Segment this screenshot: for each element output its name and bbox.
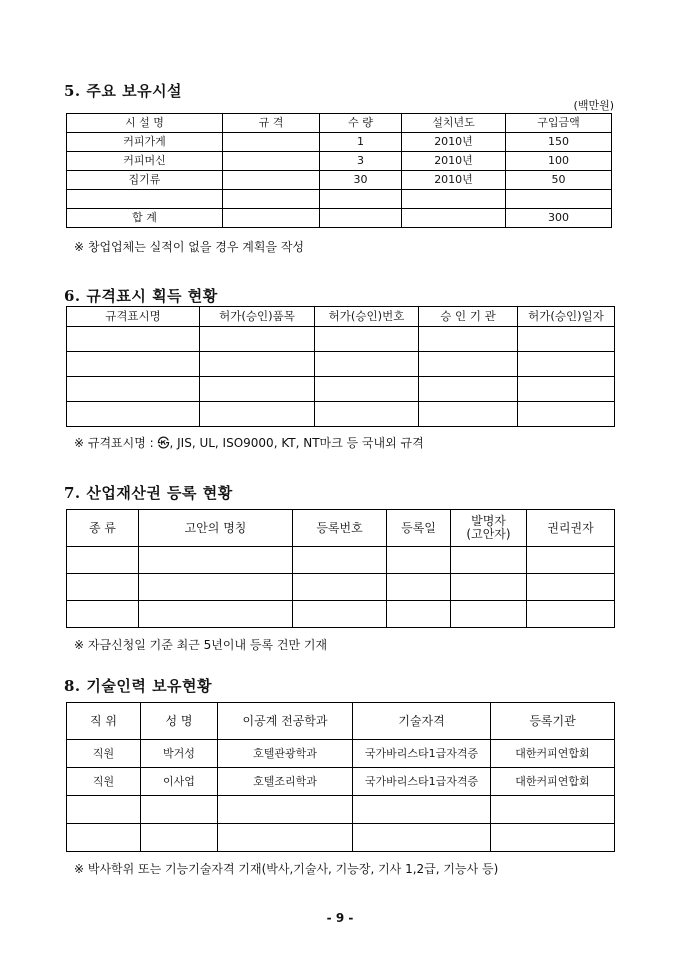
cell: [223, 209, 320, 228]
cell: [387, 574, 451, 601]
cell: [293, 601, 387, 628]
table-row: [67, 824, 615, 852]
section5-title: 5. 주요 보유시설: [64, 82, 183, 100]
cell: 50: [506, 171, 612, 190]
cell: 대한커피연합회: [491, 768, 615, 796]
header-install-year: 설치년도: [402, 114, 506, 133]
cell: 커피머신: [67, 152, 223, 171]
cell: [67, 574, 139, 601]
table-row: [67, 574, 615, 601]
section5-note: ※ 창업업체는 실적이 없을 경우 계획을 작성: [74, 240, 305, 254]
cell: [518, 327, 615, 352]
header-approved-item: 허가(승인)품목: [200, 307, 315, 327]
cell: [315, 352, 419, 377]
cell: [139, 574, 293, 601]
cell: [451, 547, 527, 574]
cell: [141, 796, 218, 824]
table-row: [67, 190, 612, 209]
header-name: 성 명: [141, 703, 218, 740]
header-facility-name: 시 설 명: [67, 114, 223, 133]
cell: 직원: [67, 768, 141, 796]
cell: [527, 574, 615, 601]
header-quantity: 수 량: [320, 114, 402, 133]
cell: [451, 601, 527, 628]
cell: [218, 824, 353, 852]
unit-label: (백만원): [573, 99, 614, 112]
cell: 집기류: [67, 171, 223, 190]
cell: [293, 574, 387, 601]
facilities-table: [66, 113, 612, 228]
section7-title: 7. 산업재산권 등록 현황: [64, 484, 233, 502]
cell: 직원: [67, 740, 141, 768]
cell: [320, 209, 402, 228]
cell: [387, 547, 451, 574]
table-row: [67, 768, 615, 796]
cell: 국가바리스타1급자격증: [353, 740, 491, 768]
table-header-row: [67, 307, 615, 327]
cell: [315, 327, 419, 352]
cell: [506, 190, 612, 209]
cell: [200, 327, 315, 352]
cell: 30: [320, 171, 402, 190]
cell: 150: [506, 133, 612, 152]
table-row: [67, 402, 615, 427]
cell: [527, 547, 615, 574]
cell: [491, 796, 615, 824]
cell: 100: [506, 152, 612, 171]
cell: [139, 547, 293, 574]
cell: 3: [320, 152, 402, 171]
header-rights-holder: 권리권자: [527, 510, 615, 547]
cell: [200, 377, 315, 402]
cell: [67, 796, 141, 824]
cell: 이사업: [141, 768, 218, 796]
header-registration-date: 등록일: [387, 510, 451, 547]
ip-registration-table: [66, 509, 615, 628]
table-row: [67, 740, 615, 768]
cell: [67, 352, 200, 377]
cell: [200, 352, 315, 377]
technical-staff-table: [66, 702, 615, 852]
total-label: 합 계: [67, 209, 223, 228]
cell: 호텔조리학과: [218, 768, 353, 796]
header-cert-name: 규격표시명: [67, 307, 200, 327]
cell: [223, 152, 320, 171]
cell: 박거성: [141, 740, 218, 768]
cell: [67, 547, 139, 574]
header-position: 직 위: [67, 703, 141, 740]
table-row: [67, 796, 615, 824]
cell: [451, 574, 527, 601]
table-row: [67, 547, 615, 574]
table-row: [67, 377, 615, 402]
header-major: 이공계 전공학과: [218, 703, 353, 740]
cell: [67, 377, 200, 402]
cell: [218, 796, 353, 824]
header-approval-number: 허가(승인)번호: [315, 307, 419, 327]
cell: [200, 402, 315, 427]
header-qualification: 기술자격: [353, 703, 491, 740]
header-inventor: 발명자 (고안자): [451, 510, 527, 547]
cell: [67, 402, 200, 427]
table-row: [67, 152, 612, 171]
cell: [223, 190, 320, 209]
cell: 커피가게: [67, 133, 223, 152]
cell: [491, 824, 615, 852]
cell: [402, 190, 506, 209]
table-header-row: [67, 114, 612, 133]
table-row: [67, 327, 615, 352]
cell: [223, 171, 320, 190]
table-header-row: [67, 703, 615, 740]
header-spec: 규 격: [223, 114, 320, 133]
cell: [353, 796, 491, 824]
cell: [315, 402, 419, 427]
cell: [67, 824, 141, 852]
total-row: [67, 209, 612, 228]
cell: [419, 327, 518, 352]
cell: [320, 190, 402, 209]
cell: 국가바리스타1급자격증: [353, 768, 491, 796]
section6-note: ※ 규격표시명 : ㉿, JIS, UL, ISO9000, KT, NT마크 등 국내외 규격: [74, 436, 424, 450]
cell: [518, 402, 615, 427]
section8-title: 8. 기술인력 보유현황: [64, 677, 213, 695]
table-row: [67, 352, 615, 377]
cell: [353, 824, 491, 852]
header-approval-agency: 승 인 기 관: [419, 307, 518, 327]
page-number: - 9 -: [326, 911, 354, 925]
cell: [387, 601, 451, 628]
header-registration-number: 등록번호: [293, 510, 387, 547]
cell: 1: [320, 133, 402, 152]
certification-table: [66, 306, 615, 427]
header-approval-date: 허가(승인)일자: [518, 307, 615, 327]
table-row: [67, 601, 615, 628]
cell: [518, 377, 615, 402]
cell: [67, 190, 223, 209]
cell: 2010년: [402, 171, 506, 190]
cell: [518, 352, 615, 377]
cell: [419, 377, 518, 402]
table-row: [67, 133, 612, 152]
cell: [527, 601, 615, 628]
cell: [402, 209, 506, 228]
section7-note: ※ 자금신청일 기준 최근 5년이내 등록 건만 기재: [74, 638, 328, 652]
cell: [223, 133, 320, 152]
table-header-row: [67, 510, 615, 547]
cell: [67, 601, 139, 628]
cell: [293, 547, 387, 574]
section6-title: 6. 규격표시 획득 현황: [64, 287, 218, 305]
cell: [419, 352, 518, 377]
header-purchase-amount: 구입금액: [506, 114, 612, 133]
table-row: [67, 171, 612, 190]
total-amount: 300: [506, 209, 612, 228]
cell: [315, 377, 419, 402]
header-invention-title: 고안의 명칭: [139, 510, 293, 547]
cell: 호텔관광학과: [218, 740, 353, 768]
cell: [419, 402, 518, 427]
cell: [141, 824, 218, 852]
cell: [139, 601, 293, 628]
section8-note: ※ 박사학위 또는 기능기술자격 기재(박사,기술사, 기능장, 기사 1,2급, 기능사 등): [74, 862, 499, 876]
cell: 2010년: [402, 152, 506, 171]
header-type: 종 류: [67, 510, 139, 547]
cell: 대한커피연합회: [491, 740, 615, 768]
cell: [67, 327, 200, 352]
header-registration-agency: 등록기관: [491, 703, 615, 740]
cell: 2010년: [402, 133, 506, 152]
